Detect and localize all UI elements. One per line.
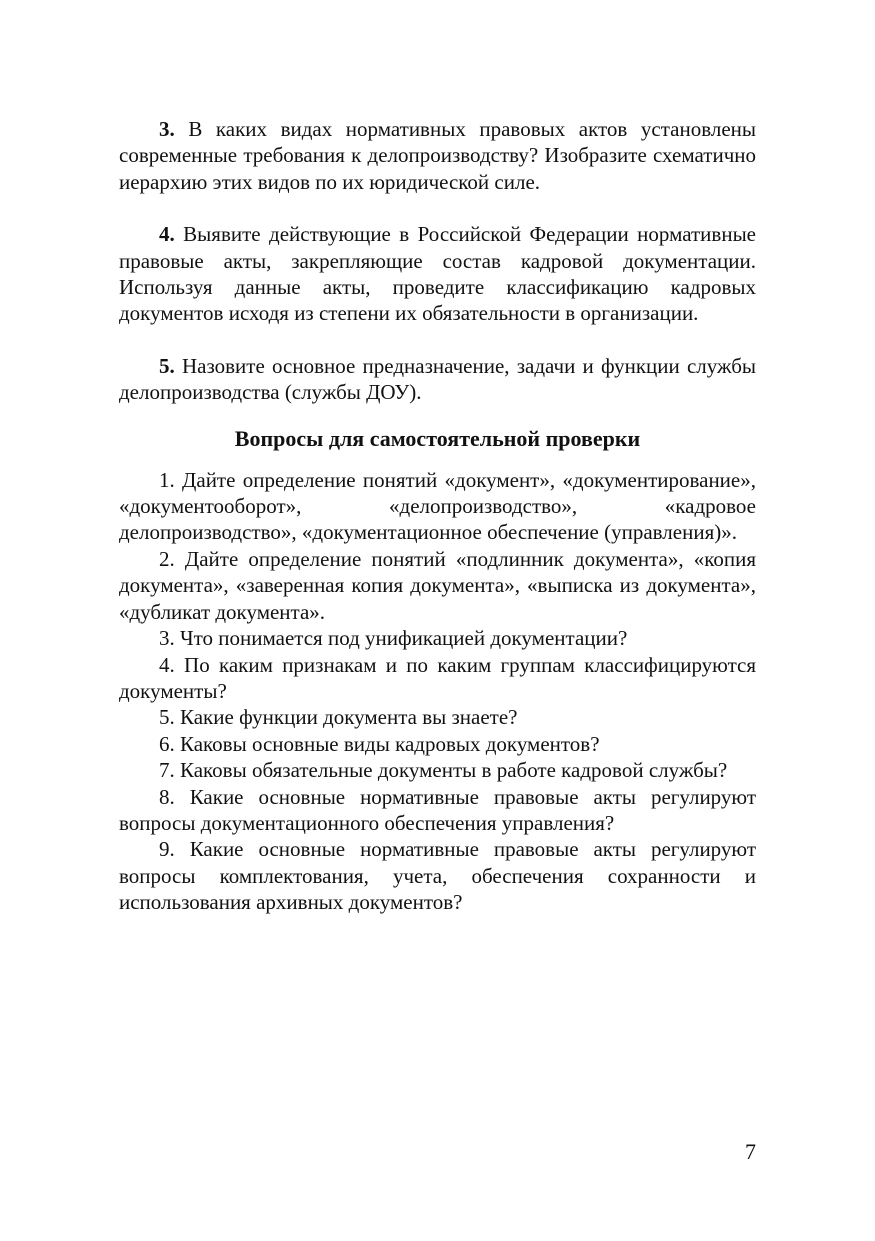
task-text: Назовите основное предназначение, задачи и функции службы делопроизводства (службы ДОУ). (119, 353, 757, 405)
page-content (119, 116, 756, 916)
task-3 (119, 116, 756, 195)
task-text: В каких видах нормативных правовых актов установлены современные требования к делопроизводству? Изобразите схематично иерархию этих видов по их юридической силе. (119, 117, 757, 194)
page-number: 7 (745, 1139, 756, 1164)
question-list (119, 467, 756, 916)
task-number: 3. (159, 117, 175, 141)
question-item: 2. Дайте определение понятий «подлинник документа», «копия документа», «заверенная копия документа», «выписка из документа», «дубликат документа». (119, 546, 756, 624)
task-number: 5. (159, 353, 175, 378)
question-item: 3. Что понимается под унификацией документации? (159, 626, 628, 651)
question-item: 5. Какие функции документа вы знаете? (159, 705, 518, 730)
question-item: 7. Каковы обязательные документы в работе кадровой службы? (159, 758, 728, 783)
task-number: 4. (159, 222, 175, 247)
section-heading: Вопросы для самостоятельной проверки (234, 425, 641, 451)
question-item: 6. Каковы основные виды кадровых документов? (159, 731, 600, 756)
task-text: Выявите действующие в Российской Федерации нормативные правовые акты, закрепляющие состав кадровой документации. Используя данные акты, проведите классификацию кадровых документов исходя из степени их обязательности в организации. (119, 222, 756, 326)
question-item: 4. По каким признакам и по каким группам классифицируются документы? (119, 652, 756, 703)
question-item: 1. Дайте определение понятий «документ», «документирование», «документооборот», «делопроизводство», «кадровое делопроизводство», «документационное обеспечение (управления)». (119, 467, 756, 545)
question-item: 9. Какие основные нормативные правовые акты регулируют вопросы комплектования, учета, обеспечения сохранности и использования архивных документов? (119, 837, 756, 915)
task-4 (119, 221, 756, 327)
question-item: 8. Какие основные нормативные правовые акты регулируют вопросы документационного обеспечения управления? (119, 784, 756, 835)
task-5 (119, 353, 756, 406)
